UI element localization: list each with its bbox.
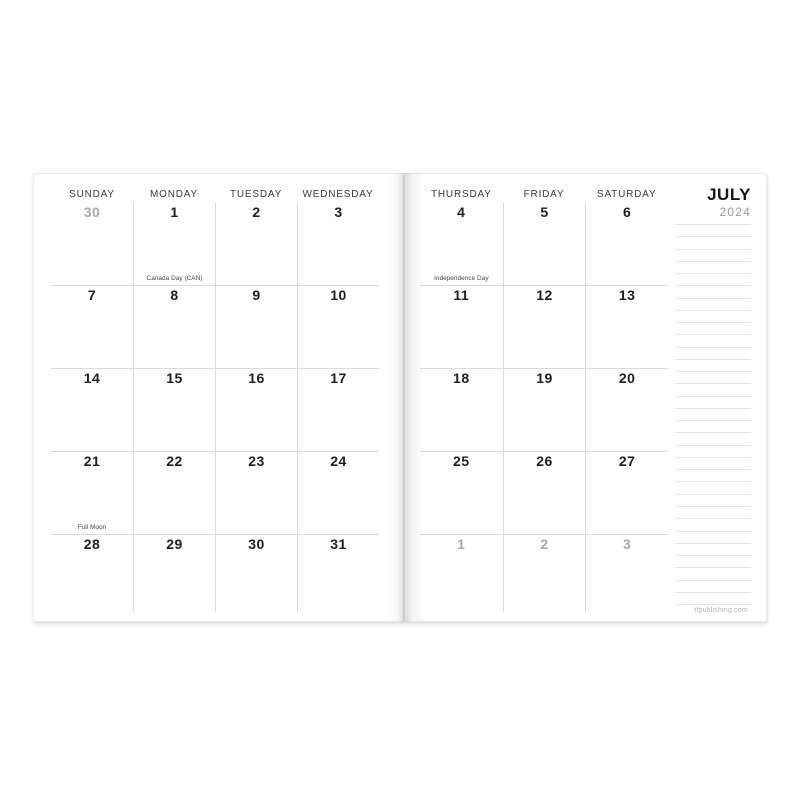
- calendar-cell: [503, 203, 586, 285]
- calendar-cell: [133, 203, 215, 285]
- notes-line: [676, 432, 751, 433]
- calendar-cell: [420, 368, 503, 451]
- notes-panel: [676, 174, 751, 623]
- year-label: 2024: [719, 205, 751, 219]
- calendar-cell: [133, 368, 215, 451]
- holiday-note: Full Moon: [77, 524, 107, 531]
- notes-line: [676, 408, 751, 409]
- calendar-cell: [297, 285, 379, 368]
- date-number: 25: [453, 453, 470, 469]
- calendar-cell: [297, 203, 379, 285]
- day-header-label: FRIDAY: [523, 189, 565, 200]
- left-page: [33, 173, 404, 622]
- calendar-cell: [420, 451, 503, 534]
- notes-line: [676, 506, 751, 507]
- date-number: 12: [536, 287, 553, 303]
- date-number: 24: [330, 453, 347, 469]
- calendar-cell: [215, 451, 297, 534]
- day-header-label: THURSDAY: [431, 189, 492, 200]
- day-header-label: SUNDAY: [69, 189, 115, 200]
- date-number: 11: [453, 287, 470, 303]
- calendar-cell: [133, 451, 215, 534]
- date-number: 21: [83, 453, 101, 469]
- left-calendar-grid: [51, 203, 379, 612]
- calendar-cell: [585, 534, 668, 612]
- notes-line: [676, 261, 751, 262]
- day-header-label: MONDAY: [150, 189, 198, 200]
- notes-line: [676, 494, 751, 495]
- date-number: 19: [536, 370, 553, 386]
- date-number: 31: [330, 536, 347, 552]
- date-number: 29: [166, 536, 183, 552]
- notes-line: [676, 518, 751, 519]
- date-number: 30: [83, 204, 101, 220]
- notes-line: [676, 604, 751, 605]
- calendar-cell: [51, 534, 133, 612]
- calendar-cell: [297, 451, 379, 534]
- date-number: 8: [170, 287, 179, 303]
- calendar-cell: [503, 368, 586, 451]
- date-number: 5: [540, 204, 549, 220]
- notes-line: [676, 273, 751, 274]
- calendar-cell: [51, 368, 133, 451]
- calendar-cell: [503, 285, 586, 368]
- calendar-cell: [503, 451, 586, 534]
- footer-url: tfpublishing.com: [694, 607, 748, 614]
- notes-line: [676, 359, 751, 360]
- notes-line: [676, 396, 751, 397]
- notes-line: [676, 469, 751, 470]
- notes-line: [676, 322, 751, 323]
- right-calendar-grid: [420, 203, 668, 612]
- notes-line: [676, 481, 751, 482]
- date-number: 10: [330, 287, 347, 303]
- calendar-cell: [585, 285, 668, 368]
- date-number: 28: [83, 536, 101, 552]
- notes-line: [676, 310, 751, 311]
- date-number: 6: [623, 204, 632, 220]
- date-number: 15: [166, 370, 183, 386]
- date-number: 16: [248, 370, 265, 386]
- calendar-cell: [51, 203, 133, 285]
- date-number: 26: [536, 453, 553, 469]
- calendar-cell: [420, 285, 503, 368]
- notes-line: [676, 334, 751, 335]
- day-header-label: SATURDAY: [596, 189, 657, 200]
- month-title: JULY: [707, 185, 751, 204]
- date-number: 23: [248, 453, 265, 469]
- date-number: 14: [83, 370, 101, 386]
- calendar-cell: [297, 368, 379, 451]
- day-header-label: WEDNESDAY: [302, 189, 374, 200]
- holiday-note: Canada Day (CAN): [146, 275, 203, 282]
- left-day-header-row: [51, 187, 379, 202]
- calendar-cell: [215, 203, 297, 285]
- calendar-cell: [51, 285, 133, 368]
- calendar-cell: [585, 451, 668, 534]
- notes-line: [676, 457, 751, 458]
- date-number: 20: [618, 370, 636, 386]
- calendar-cell: [215, 534, 297, 612]
- notes-line: [676, 371, 751, 372]
- date-number: 17: [330, 370, 347, 386]
- notes-line: [676, 285, 751, 286]
- notes-line: [676, 555, 751, 556]
- calendar-cell: [215, 368, 297, 451]
- date-number: 1: [457, 536, 466, 552]
- date-number: 30: [248, 536, 265, 552]
- day-header-label: TUESDAY: [229, 189, 283, 200]
- date-number: 13: [618, 287, 636, 303]
- date-number: 1: [170, 204, 179, 220]
- date-number: 2: [540, 536, 549, 552]
- date-number: 2: [252, 204, 261, 220]
- notes-line: [676, 567, 751, 568]
- calendar-cell: [51, 451, 133, 534]
- holiday-note: Independence Day: [434, 275, 489, 282]
- notes-line: [676, 580, 751, 581]
- date-number: 18: [453, 370, 470, 386]
- notes-line: [676, 347, 751, 348]
- date-number: 4: [457, 204, 466, 220]
- calendar-cell: [585, 368, 668, 451]
- date-number: 27: [618, 453, 636, 469]
- notes-line: [676, 543, 751, 544]
- notes-line: [676, 420, 751, 421]
- calendar-cell: [297, 534, 379, 612]
- notes-line: [676, 531, 751, 532]
- date-number: 3: [334, 204, 343, 220]
- calendar-cell: [215, 285, 297, 368]
- notes-line: [676, 592, 751, 593]
- notes-line: [676, 445, 751, 446]
- notes-line: [676, 383, 751, 384]
- notes-line: [676, 298, 751, 299]
- date-number: 22: [166, 453, 183, 469]
- right-day-header-row: [420, 187, 668, 202]
- right-page: [404, 173, 767, 622]
- calendar-cell: [420, 534, 503, 612]
- date-number: 7: [87, 287, 97, 303]
- calendar-cell: [133, 285, 215, 368]
- date-number: 9: [252, 287, 261, 303]
- notes-line: [676, 249, 751, 250]
- notes-line: [676, 224, 751, 225]
- notes-line: [676, 236, 751, 237]
- date-number: 3: [623, 536, 632, 552]
- calendar-cell: [503, 534, 586, 612]
- calendar-cell: [420, 203, 503, 285]
- calendar-cell: [133, 534, 215, 612]
